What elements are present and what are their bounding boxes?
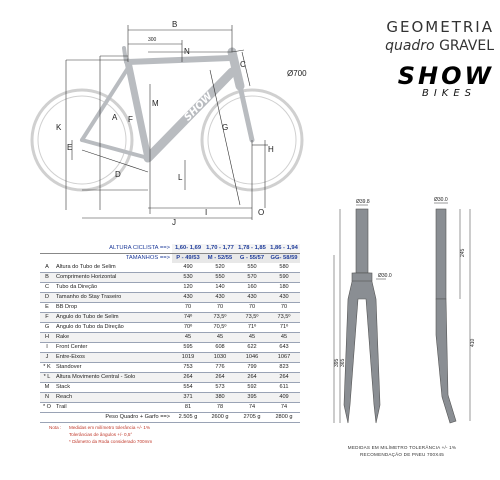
row-description: Angulo do Tubo de Selim (54, 313, 172, 323)
table-row (40, 293, 300, 303)
row-description: Entre-Eixos (54, 353, 172, 363)
downtube-brand-text: SHOW (182, 90, 215, 124)
dim-label-k: K (56, 123, 62, 132)
logo-main-text: SHOW (397, 62, 494, 90)
row-value: 520 (204, 263, 236, 273)
row-code: * K (40, 363, 54, 373)
row-value: 264 (236, 373, 268, 383)
fork-note-line-2: RECOMENDAÇÃO DE PNEU 700X45 (359, 452, 445, 457)
row-value: 264 (204, 373, 236, 383)
dim-label-i: I (205, 208, 208, 217)
row-description: Altura do Tubo de Selim (54, 263, 172, 273)
row-code: H (40, 333, 54, 343)
table-row (40, 383, 300, 393)
row-value: 74º (172, 313, 204, 323)
subtitle-italic: quadro (385, 38, 435, 54)
row-value: 1019 (172, 353, 204, 363)
page-subtitle (312, 38, 494, 54)
brand-logo (312, 62, 494, 99)
row-value: 70 (172, 303, 204, 313)
bike-frame (82, 48, 252, 158)
row-code: B (40, 273, 54, 283)
dim-label-b: B (172, 20, 178, 29)
row-value: 590 (268, 273, 300, 283)
row-code: M (40, 383, 54, 393)
row-value: 81 (172, 403, 204, 413)
notes-block (49, 424, 152, 445)
row-code: E (40, 303, 54, 313)
row-value: 74 (268, 403, 300, 413)
row-code: C (40, 283, 54, 293)
row-value: 180 (268, 283, 300, 293)
row-description: Trail (54, 403, 172, 413)
row-description: Front Center (54, 343, 172, 353)
sizes-label: TAMANHOS ==> (125, 255, 170, 261)
title-block (312, 18, 494, 99)
row-value: 430 (204, 293, 236, 303)
row-value: 371 (172, 393, 204, 403)
row-value: 70º (172, 323, 204, 333)
row-value: 120 (172, 283, 204, 293)
dimension-lines (66, 25, 268, 220)
row-value: 490 (172, 263, 204, 273)
dim-label-j: J (172, 218, 176, 227)
row-description: Tubo da Direção (54, 283, 172, 293)
table-row (40, 313, 300, 323)
fork-dim-mid: Ø30.0 (378, 273, 392, 279)
table-row (40, 403, 300, 413)
table-row (40, 393, 300, 403)
row-value: 73,5º (268, 313, 300, 323)
row-code: N (40, 393, 54, 403)
row-value: 70 (268, 303, 300, 313)
fork-side-view (436, 209, 456, 423)
dim-label-n: N (184, 47, 190, 56)
row-description: Altura Movimento Central - Solo (54, 373, 172, 383)
row-value: 570 (236, 273, 268, 283)
row-value: 554 (172, 383, 204, 393)
table-row (40, 363, 300, 373)
row-value: 73,5º (236, 313, 268, 323)
page-title: GEOMETRIA (386, 18, 494, 36)
weight-value: 2.505 g (172, 413, 204, 423)
dim-label-g: G (222, 123, 229, 132)
row-value: 70 (204, 303, 236, 313)
fork-dim-365: 365 (340, 358, 346, 367)
sizes-row (40, 254, 300, 264)
row-value: 45 (236, 333, 268, 343)
rider-height-label: ALTURA CICLISTA ==> (40, 244, 172, 254)
row-code: A (40, 263, 54, 273)
row-value: 70,5º (204, 323, 236, 333)
weight-label: Peso Quadro + Garfo ==> (40, 413, 172, 423)
row-value: 71º (236, 323, 268, 333)
fork-dim-410: 410 (470, 338, 476, 347)
dim-label-300: 300 (148, 37, 157, 43)
size-p: P - 49/53 (172, 254, 204, 264)
geometry-table (40, 244, 300, 423)
row-value: 1030 (204, 353, 236, 363)
row-value: 73,5º (204, 313, 236, 323)
row-value: 530 (172, 273, 204, 283)
fork-dim-top: Ø39.8 (356, 199, 370, 205)
rider-height-g: 1,78 - 1,85 (236, 244, 268, 254)
row-value: 409 (268, 393, 300, 403)
row-value: 71º (268, 323, 300, 333)
row-description: Stack (54, 383, 172, 393)
row-value: 643 (268, 343, 300, 353)
row-description: Standover (54, 363, 172, 373)
table-row (40, 373, 300, 383)
row-description: Reach (54, 393, 172, 403)
row-code: F (40, 313, 54, 323)
row-code: * O (40, 403, 54, 413)
row-value: 592 (236, 383, 268, 393)
fork-diagram (330, 195, 500, 440)
bike-geometry-diagram (0, 0, 320, 230)
fork-dim-side-top: Ø30.0 (434, 197, 448, 203)
row-code: G (40, 323, 54, 333)
row-value: 45 (268, 333, 300, 343)
row-value: 430 (236, 293, 268, 303)
dim-label-c: C (240, 60, 246, 69)
table-row (40, 263, 300, 273)
size-m: M - 52/55 (204, 254, 236, 264)
note-line: Medidas em milímetro tolerância +/- 1% (69, 425, 151, 430)
row-value: 823 (268, 363, 300, 373)
fork-note-line-1: MEDIDAS EM MILÍMETRO TOLERÂNCIA +/- 1% (347, 445, 457, 450)
dim-label-d: D (115, 170, 121, 179)
row-value: 70 (236, 303, 268, 313)
logo-sub-text: BIKES (421, 88, 476, 99)
rider-height-p: 1,60- 1,69 (172, 244, 204, 254)
row-value: 380 (204, 393, 236, 403)
dim-label-l: L (178, 173, 183, 182)
row-value: 550 (236, 263, 268, 273)
table-row (40, 283, 300, 293)
row-value: 74 (236, 403, 268, 413)
row-value: 608 (204, 343, 236, 353)
row-value: 595 (172, 343, 204, 353)
weight-value: 2705 g (236, 413, 268, 423)
row-value: 45 (172, 333, 204, 343)
rider-height-m: 1,70 - 1,77 (204, 244, 236, 254)
row-value: 160 (236, 283, 268, 293)
row-value: 264 (172, 373, 204, 383)
row-value: 799 (236, 363, 268, 373)
row-description: Angulo do Tubo da Direção (54, 323, 172, 333)
dim-label-wheel: Ø700 (287, 69, 307, 78)
table-row (40, 323, 300, 333)
table-row (40, 303, 300, 313)
table-row (40, 333, 300, 343)
fork-dim-245: 245 (460, 248, 466, 257)
row-value: 622 (236, 343, 268, 353)
rider-height-row (40, 244, 300, 254)
note-line: * Diâmetro da Roda considerado 700mm (69, 439, 153, 444)
row-value: 45 (204, 333, 236, 343)
dim-label-o: O (258, 208, 265, 217)
row-value: 395 (236, 393, 268, 403)
row-value: 573 (204, 383, 236, 393)
row-value: 430 (172, 293, 204, 303)
row-value: 1067 (268, 353, 300, 363)
subtitle-rest: GRAVEL (439, 38, 494, 54)
row-code: * L (40, 373, 54, 383)
dim-label-a: A (112, 113, 118, 122)
row-value: 776 (204, 363, 236, 373)
weight-value: 2800 g (268, 413, 300, 423)
fork-notes (322, 444, 482, 458)
notes-label: Nota : (49, 425, 62, 430)
row-value: 753 (172, 363, 204, 373)
rider-height-gg: 1,86 - 1,94 (268, 244, 300, 254)
row-value: 140 (204, 283, 236, 293)
table-row (40, 273, 300, 283)
note-line: Tolerâncias de ângulos +/- 0,5° (69, 432, 133, 437)
fork-dim-395: 395 (334, 358, 340, 367)
row-value: 550 (204, 273, 236, 283)
row-value: 430 (268, 293, 300, 303)
row-description: Comprimento Horizontal (54, 273, 172, 283)
dim-label-e: E (67, 143, 73, 152)
row-value: 611 (268, 383, 300, 393)
row-code: D (40, 293, 54, 303)
row-description: Rake (54, 333, 172, 343)
row-value: 1046 (236, 353, 268, 363)
table-row (40, 343, 300, 353)
row-value: 580 (268, 263, 300, 273)
row-description: BB Drop (54, 303, 172, 313)
size-g: G - 55/57 (236, 254, 268, 264)
fork-front-view (344, 209, 380, 423)
row-code: I (40, 343, 54, 353)
row-description: Tamanho do Stay Traseiro (54, 293, 172, 303)
weight-row (40, 413, 300, 423)
table-row (40, 353, 300, 363)
weight-value: 2600 g (204, 413, 236, 423)
row-value: 78 (204, 403, 236, 413)
row-value: 264 (268, 373, 300, 383)
dim-label-h: H (268, 145, 274, 154)
dim-label-f: F (128, 115, 133, 124)
size-gg: GG- 58/59 (268, 254, 300, 264)
dim-label-m: M (152, 99, 159, 108)
row-code: J (40, 353, 54, 363)
